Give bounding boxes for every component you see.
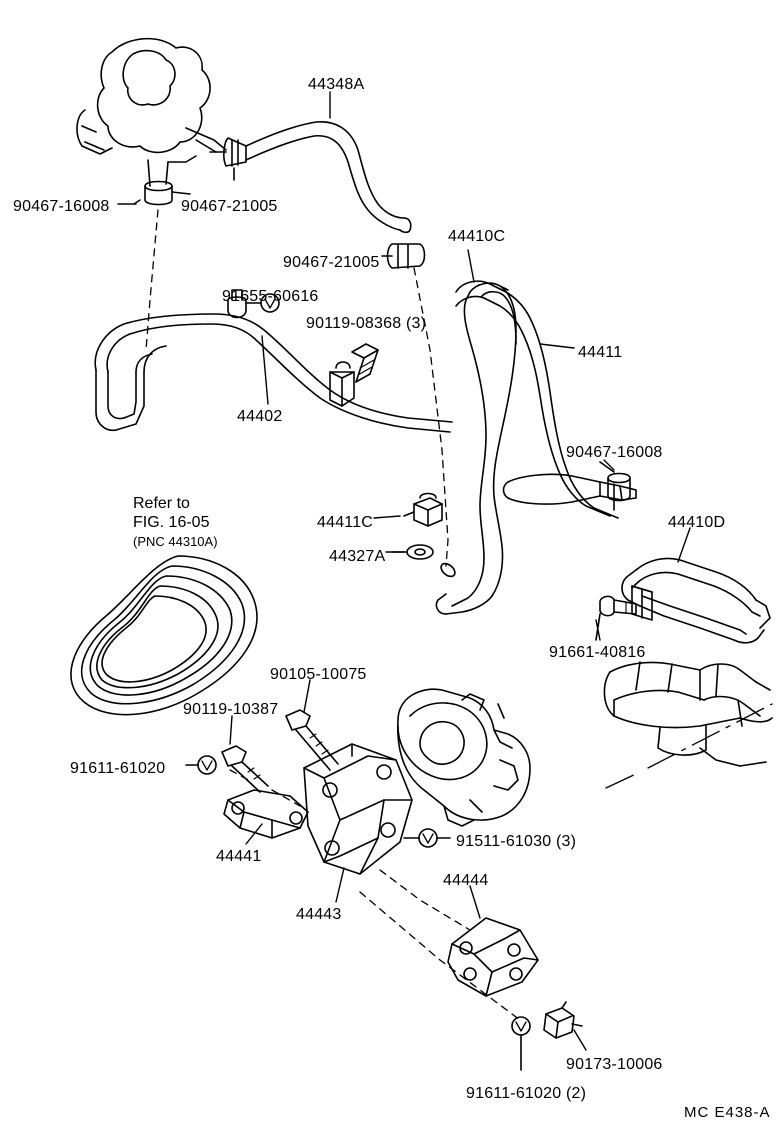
clamp-90467-21005-middle	[382, 244, 425, 268]
drive-belt	[71, 556, 257, 715]
part-label-91611-61020-bottom: 91611-61020 (2)	[466, 1085, 587, 1102]
refer-note-line1: Refer to	[133, 495, 190, 512]
diagram-footer-code: MC E438-A	[684, 1104, 771, 1121]
bolt-91661-40816	[596, 596, 636, 640]
hose-44411	[464, 283, 516, 596]
hose-44410c	[456, 281, 618, 518]
steering-gear-housing	[604, 662, 772, 766]
power-steering-pump	[398, 689, 530, 826]
bracket-bolt-90119-08368	[330, 344, 378, 406]
clamp-90467-21005-top	[210, 138, 246, 180]
part-label-90119-10387: 90119-10387	[183, 701, 279, 718]
marker-91611-61020-left	[186, 756, 216, 774]
part-label-44327a: 44327A	[329, 548, 386, 565]
bracket-44443	[304, 744, 412, 874]
part-label-44443: 44443	[296, 906, 342, 923]
refer-note	[133, 494, 218, 551]
marker-91511-61030	[404, 829, 450, 847]
part-label-91511-61030: 91511-61030 (3)	[456, 833, 577, 850]
marker-91611-61020-bottom	[512, 1017, 530, 1070]
tube-44410d	[622, 558, 770, 642]
part-label-44441: 44441	[216, 848, 262, 865]
part-label-90467-16008-left: 90467-16008	[13, 198, 110, 215]
clamp-90467-16008-right	[600, 462, 630, 510]
part-label-91611-61020-left: 91611-61020	[70, 760, 166, 777]
part-label-90105-10075: 90105-10075	[270, 666, 367, 683]
part-label-44410d: 44410D	[668, 514, 726, 531]
bracket-44444	[448, 918, 538, 996]
refer-note-line2: FIG. 16-05	[133, 514, 210, 531]
part-label-44444: 44444	[443, 872, 489, 889]
part-label-44410c: 44410C	[448, 228, 506, 245]
part-label-44411c: 44411C	[317, 514, 374, 531]
reservoir-tank	[77, 39, 226, 186]
nut-44411c	[404, 494, 442, 527]
part-label-91655-60616: 91655-60616	[222, 288, 319, 305]
part-label-90119-08368: 90119-08368 (3)	[306, 315, 427, 332]
part-label-90467-21005-top: 90467-21005	[181, 198, 278, 215]
part-label-44411: 44411	[578, 344, 623, 361]
part-label-90173-10006: 90173-10006	[566, 1056, 663, 1073]
part-label-44348a: 44348A	[308, 76, 365, 93]
bracket-44441	[224, 790, 308, 838]
part-label-91661-40816: 91661-40816	[549, 644, 646, 661]
bolt-90119-10387	[222, 746, 268, 792]
refer-note-line3: (PNC 44310A)	[133, 534, 218, 549]
part-label-90467-16008-right: 90467-16008	[566, 444, 663, 461]
hose-eyelet-lower	[436, 558, 492, 614]
part-label-44402: 44402	[237, 408, 283, 425]
part-label-90467-21005-mid: 90467-21005	[283, 254, 380, 271]
bolt-90105-10075	[286, 710, 338, 770]
